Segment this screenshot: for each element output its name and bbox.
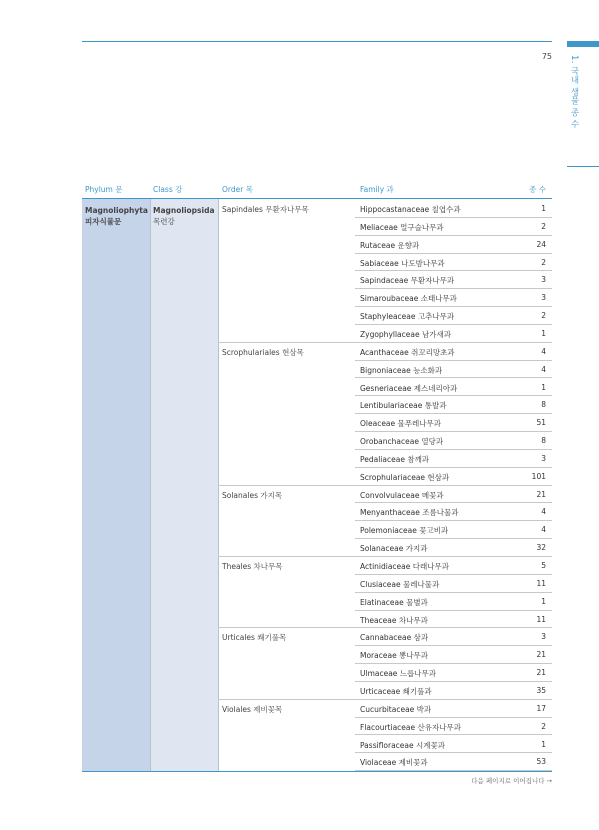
family-name: Lentibulariaceae 통발과 bbox=[360, 401, 447, 411]
table-row bbox=[355, 414, 552, 432]
family-name: Sapindaceae 무환자나무과 bbox=[360, 276, 455, 286]
header-count: 종 수 bbox=[529, 185, 546, 194]
species-count: 8 bbox=[541, 436, 546, 446]
table-row bbox=[355, 432, 552, 450]
species-count: 8 bbox=[541, 400, 546, 410]
table-row bbox=[355, 325, 552, 343]
family-name: Actinidiaceae 다래나무과 bbox=[360, 562, 449, 571]
species-count: 5 bbox=[541, 561, 546, 570]
table-row bbox=[355, 521, 552, 539]
species-count: 3 bbox=[541, 632, 546, 642]
family-name: Scrophulariaceae 현삼과 bbox=[360, 472, 450, 482]
column-divider bbox=[150, 199, 151, 771]
species-count: 24 bbox=[536, 239, 546, 249]
continued-note: 다음 페이지로 이어집니다 → bbox=[471, 777, 552, 785]
species-count: 3 bbox=[541, 293, 546, 303]
table-row bbox=[355, 557, 552, 575]
family-name: Passifloraceae 시계꽃과 bbox=[360, 740, 445, 750]
phylum-cell bbox=[85, 205, 149, 227]
header-phylum: Phylum 문 bbox=[85, 185, 123, 194]
order-divider bbox=[218, 342, 355, 343]
family-name: Urticaceae 쐐기풀과 bbox=[360, 686, 432, 696]
family-name: Violaceae 제비꽃과 bbox=[360, 758, 428, 768]
table-row bbox=[355, 450, 552, 468]
species-count: 11 bbox=[536, 614, 546, 624]
section-side-rule bbox=[567, 166, 599, 167]
species-count: 2 bbox=[541, 721, 546, 731]
species-count: 1 bbox=[541, 382, 546, 392]
header-class: Class 강 bbox=[153, 185, 183, 194]
order-label: Sapindales 무환자나무목 bbox=[222, 205, 309, 214]
species-count: 35 bbox=[536, 685, 546, 695]
order-label: Scrophulariales 현삼목 bbox=[222, 347, 304, 357]
table-row bbox=[355, 396, 552, 414]
table-row bbox=[355, 611, 552, 629]
table-row bbox=[355, 682, 552, 700]
family-name: Rutaceae 운향과 bbox=[360, 240, 420, 250]
class-cell bbox=[153, 205, 217, 227]
species-count: 2 bbox=[541, 257, 546, 267]
species-count: 51 bbox=[536, 418, 546, 428]
order-divider bbox=[218, 556, 355, 557]
species-count: 17 bbox=[536, 703, 546, 713]
species-count: 1 bbox=[541, 328, 546, 338]
family-name: Cannabaceae 삼과 bbox=[360, 633, 429, 643]
species-count: 3 bbox=[541, 275, 546, 285]
section-tab-marker bbox=[567, 41, 599, 47]
species-count: 21 bbox=[536, 489, 546, 499]
table-row bbox=[355, 539, 552, 557]
species-count: 1 bbox=[541, 204, 546, 213]
family-name: Zygophyllaceae 남가새과 bbox=[360, 329, 451, 339]
species-count: 1 bbox=[541, 739, 546, 749]
family-name: Moraceae 뽕나무과 bbox=[360, 651, 429, 661]
header-order: Order 목 bbox=[222, 185, 253, 194]
family-name: Pedaliaceae 참깨과 bbox=[360, 454, 430, 464]
order-label: Theales 차나무목 bbox=[222, 562, 283, 571]
family-name: Menyanthaceae 조름나물과 bbox=[360, 508, 459, 518]
table-row bbox=[355, 753, 552, 771]
table-row bbox=[355, 361, 552, 379]
order-divider bbox=[218, 627, 355, 628]
family-name: Oleaceae 물푸레나무과 bbox=[360, 419, 441, 429]
table-row bbox=[355, 343, 552, 361]
phylum-column-band bbox=[82, 199, 150, 771]
class-korean: 목련강 bbox=[153, 217, 175, 226]
family-name: Simaroubaceae 소태나무과 bbox=[360, 294, 457, 304]
family-name: Ulmaceae 느릅나무과 bbox=[360, 669, 437, 679]
table-row bbox=[355, 289, 552, 307]
table-row bbox=[355, 307, 552, 325]
table-row bbox=[355, 468, 552, 486]
table-row bbox=[355, 379, 552, 397]
table-row bbox=[355, 254, 552, 272]
table-row bbox=[355, 236, 552, 254]
order-label: Violales 제비꽃목 bbox=[222, 704, 283, 714]
table-row bbox=[355, 200, 552, 218]
table-row bbox=[355, 718, 552, 736]
family-name: Solanaceae 가지과 bbox=[360, 544, 428, 554]
family-name: Theaceae 차나무과 bbox=[360, 615, 428, 625]
phylum-latin: Magnoliophyta bbox=[85, 206, 148, 215]
family-name: Elatinaceae 물별과 bbox=[360, 597, 428, 607]
table-row bbox=[355, 218, 552, 236]
table-row bbox=[355, 486, 552, 504]
species-count: 21 bbox=[536, 650, 546, 660]
species-count: 1 bbox=[541, 596, 546, 606]
family-name: Staphyleaceae 고추나무과 bbox=[360, 312, 455, 322]
top-rule bbox=[82, 41, 552, 42]
family-name: Clusiaceae 물레나물과 bbox=[360, 579, 440, 589]
family-name: Convolvulaceae 메꽃과 bbox=[360, 490, 444, 500]
family-name: Meliaceae 멀구슬나무과 bbox=[360, 222, 444, 232]
species-count: 2 bbox=[541, 311, 546, 321]
family-name: Acanthaceae 쥐꼬리망초과 bbox=[360, 347, 455, 357]
table-row bbox=[355, 575, 552, 593]
family-name: Cucurbitaceae 박과 bbox=[360, 704, 432, 714]
species-count: 32 bbox=[536, 543, 546, 553]
order-label: Solanales 가지목 bbox=[222, 490, 283, 500]
order-divider bbox=[218, 485, 355, 486]
class-column-band bbox=[150, 199, 218, 771]
species-count: 4 bbox=[541, 364, 546, 374]
family-name: Flacourtiaceae 산유자나무과 bbox=[360, 722, 461, 732]
family-name: Orobanchaceae 열당과 bbox=[360, 437, 444, 447]
species-count: 21 bbox=[536, 668, 546, 678]
family-name: Gesneriaceae 제스네리아과 bbox=[360, 383, 458, 393]
species-count: 101 bbox=[531, 471, 546, 481]
species-count: 4 bbox=[541, 507, 546, 517]
class-latin: Magnoliopsida bbox=[153, 206, 215, 215]
family-name: Sabiaceae 나도밤나무과 bbox=[360, 258, 445, 268]
table-row bbox=[355, 271, 552, 289]
table-row bbox=[355, 700, 552, 718]
header-family: Family 과 bbox=[360, 185, 394, 194]
species-count: 11 bbox=[536, 578, 546, 588]
table-row bbox=[355, 593, 552, 611]
species-count: 2 bbox=[541, 221, 546, 231]
order-divider bbox=[218, 699, 355, 700]
order-label: Urticales 쐐기풀목 bbox=[222, 633, 287, 643]
page-number: 75 bbox=[541, 52, 552, 61]
bottom-rule bbox=[82, 771, 552, 772]
species-count: 3 bbox=[541, 453, 546, 463]
family-name: Polemoniaceae 꽃고비과 bbox=[360, 526, 449, 536]
table-row bbox=[355, 503, 552, 521]
species-count: 4 bbox=[541, 525, 546, 535]
table-row bbox=[355, 628, 552, 646]
species-count: 4 bbox=[541, 346, 546, 356]
phylum-korean: 피자식물문 bbox=[85, 217, 122, 226]
species-count: 53 bbox=[536, 757, 546, 767]
table-row bbox=[355, 664, 552, 682]
table-row bbox=[355, 646, 552, 664]
section-side-label: 1. 국내 생물 종 수 bbox=[569, 55, 579, 129]
family-name: Hippocastanaceae 칠엽수과 bbox=[360, 205, 461, 214]
table-row bbox=[355, 736, 552, 754]
family-name: Bignoniaceae 능소화과 bbox=[360, 365, 443, 375]
